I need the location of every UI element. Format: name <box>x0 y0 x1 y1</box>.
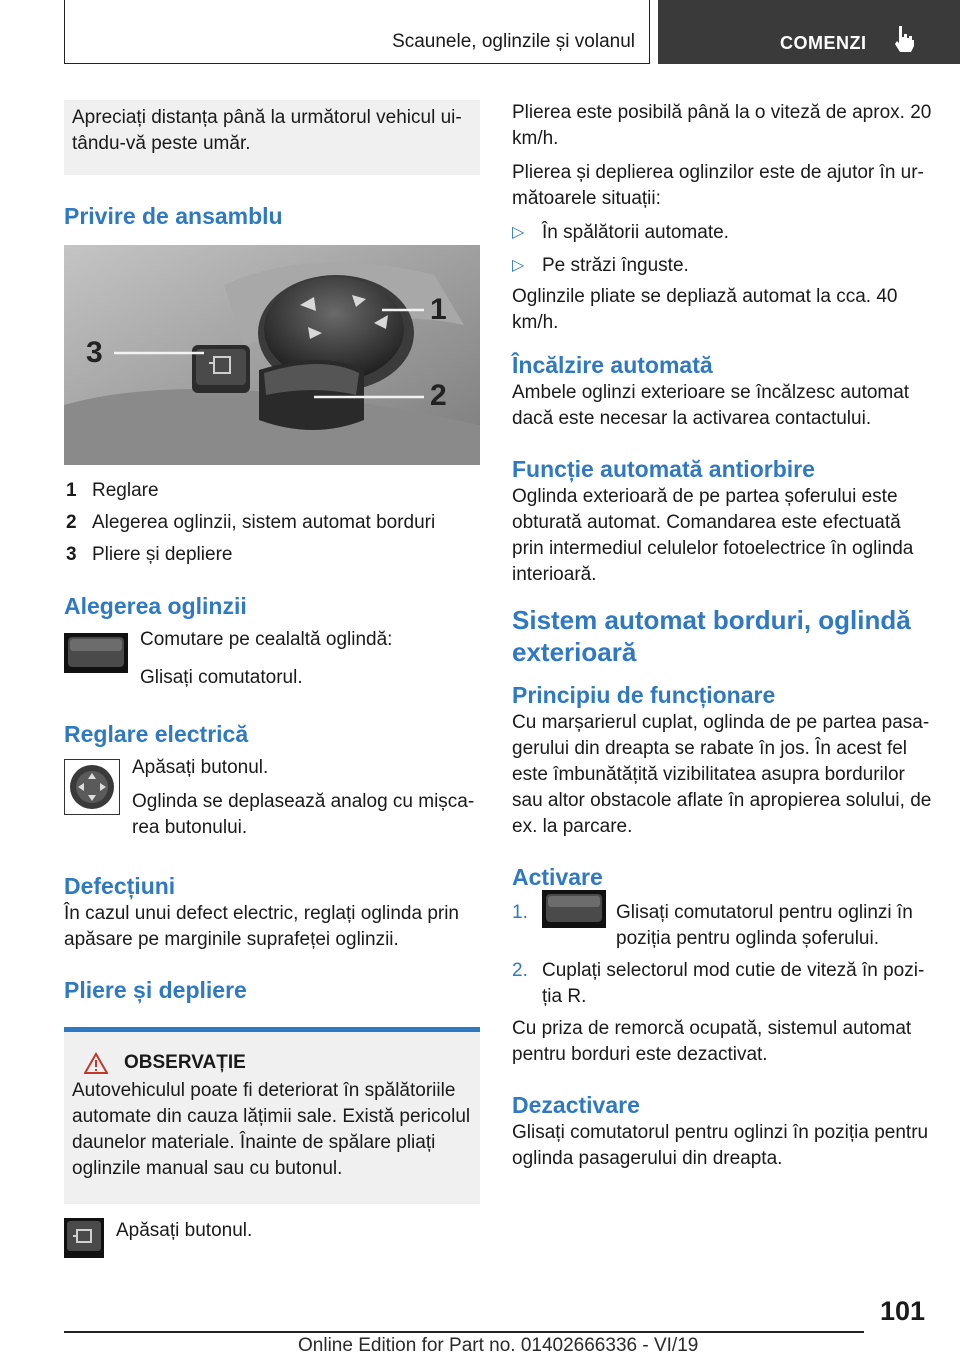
legend-text: Alegerea oglinzii, sistem automat borduri <box>92 512 436 533</box>
trailer-text: Cu priza de remorcă ocupată, sistemul automat pentru borduri este dezactivat. <box>512 1018 912 1065</box>
faults-heading: Defecțiuni <box>64 873 176 899</box>
select-mirror-texts <box>140 627 392 691</box>
step-body <box>542 900 932 952</box>
notice-box <box>64 1032 480 1204</box>
bullet-item <box>512 253 932 284</box>
page-number: 101 <box>880 1296 926 1326</box>
electric-adjust-heading: Reglare electrică <box>64 721 249 747</box>
step-number: 1. <box>512 902 528 923</box>
bullet-item <box>512 220 932 253</box>
callout-2: 2 <box>430 379 447 412</box>
warning-triangle-icon <box>84 1052 108 1074</box>
notice-title-row <box>72 1050 472 1076</box>
mirror-control-illustration <box>64 245 480 465</box>
notice-title: OBSERVAȚIE <box>124 1052 246 1073</box>
fold-usage-text: Plierea și deplierea oglinzilor este de ajutor în ur- mătoarele situații: <box>512 162 924 209</box>
faults-text: În cazul unui defect electric, reglați oglinda prin apăsare pe marginile suprafeței oglinzii. <box>64 903 460 950</box>
legend-item <box>64 475 480 507</box>
principle-text: Cu marșarierul cuplat, oglinda de pe partea pasa- gerului din dreapta se rabate în jos. În acest fel este îmbunătățită vizibilitatea asupra bordurilor sau altor obstacole aflate în apropierea solului, de ex. la parcare. <box>512 712 932 837</box>
legend-list <box>64 475 480 571</box>
mirror-switch-icon <box>542 890 606 928</box>
overview-heading: Privire de ansamblu <box>64 203 283 229</box>
antiglare-heading: Funcție automată antiorbire <box>512 456 815 482</box>
deactivate-heading: Dezactivare <box>512 1092 640 1118</box>
mirror-control-photo <box>64 245 480 465</box>
legend-text: Pliere și depliere <box>92 544 233 565</box>
electric-adjust-row <box>64 755 480 841</box>
step-text: Glisați comutatorul pentru oglinzi în poziția pentru oglinda șoferului. <box>616 902 913 949</box>
callout-1: 1 <box>430 293 447 326</box>
legend-item <box>64 507 480 539</box>
electric-adjust-texts <box>132 755 480 841</box>
electric-line-1: Apăsați butonul. <box>132 757 269 778</box>
principle-heading: Principiu de funcționare <box>512 682 776 708</box>
right-column <box>512 100 932 1172</box>
notice-text: Autovehiculul poate fi deteriorat în spălătoriile automate din cauza lățimii sale. Există pericolul daunelor materiale. Înainte de spălare pliați oglinzile manual sau cu butonul. <box>72 1080 471 1179</box>
adjust-button-icon <box>64 759 120 815</box>
select-mirror-heading: Alegerea oglinzii <box>64 593 247 619</box>
fold-heading: Pliere și depliere <box>64 977 247 1003</box>
intro-text: Apreciați distanța până la următorul vehicul ui- tându-vă peste umăr. <box>72 107 462 154</box>
legend-number: 1 <box>66 480 77 501</box>
section-title: Scaunele, oglinzile și volanul <box>392 31 635 52</box>
hand-pointer-icon <box>890 24 918 54</box>
bullet-triangle-icon: ▷ <box>512 224 525 241</box>
intro-box <box>64 100 480 175</box>
left-column <box>64 100 480 1258</box>
curb-heading: Sistem automat borduri, oglindă exterioară <box>512 605 911 667</box>
legend-item <box>64 539 480 571</box>
heating-text: Ambele oglinzi exterioare se încălzesc automat dacă este necesar la activarea contactului. <box>512 382 910 429</box>
unfold-auto-text: Oglinzile pliate se depliază automat la cca. 40 km/h. <box>512 286 898 333</box>
fold-speed-text: Plierea este posibilă până la o viteză de aprox. 20 km/h. <box>512 102 932 149</box>
legend-number: 3 <box>66 544 77 565</box>
chapter-tab-label: COMENZI <box>780 33 867 53</box>
activate-steps <box>512 900 932 1010</box>
select-line-2: Glisați comutatorul. <box>140 667 303 688</box>
mirror-switch-icon <box>64 633 128 673</box>
step-text: Cuplați selectorul mod cutie de viteză în pozi- ția R. <box>542 960 925 1007</box>
bullet-text: În spălătorii automate. <box>542 222 729 243</box>
deactivate-text: Glisați comutatorul pentru oglinzi în poziția pentru oglinda pasagerului din dreapta. <box>512 1122 929 1169</box>
step-item <box>512 958 932 1010</box>
chapter-tab[interactable] <box>658 0 960 64</box>
edition-text: Online Edition for Part no. 01402666336 - VI/19 <box>298 1335 699 1356</box>
electric-line-2: Oglinda se deplasează analog cu mișca- rea butonului. <box>132 791 475 838</box>
select-mirror-row <box>64 627 480 691</box>
bullet-text: Pe străzi înguste. <box>542 255 689 276</box>
step-item <box>512 900 932 952</box>
header-section-box <box>64 0 650 64</box>
legend-text: Reglare <box>92 480 159 501</box>
usage-bullets <box>512 220 932 284</box>
antiglare-text: Oglinda exterioară de pe partea șoferului este obturată automat. Comandarea este efectuată prin intermediul celulelor fotoelectrice în oglinda interioară. <box>512 486 914 585</box>
activate-heading: Activare <box>512 864 603 890</box>
fold-button-icon <box>64 1218 104 1258</box>
fold-instruction: Apăsați butonul. <box>116 1220 253 1241</box>
fold-button-row <box>64 1218 480 1258</box>
heating-heading: Încălzire automată <box>512 352 713 378</box>
callout-3: 3 <box>86 336 103 369</box>
bullet-triangle-icon: ▷ <box>512 257 525 274</box>
step-number: 2. <box>512 960 528 981</box>
select-line-1: Comutare pe cealaltă oglindă: <box>140 629 393 650</box>
legend-number: 2 <box>66 512 77 533</box>
